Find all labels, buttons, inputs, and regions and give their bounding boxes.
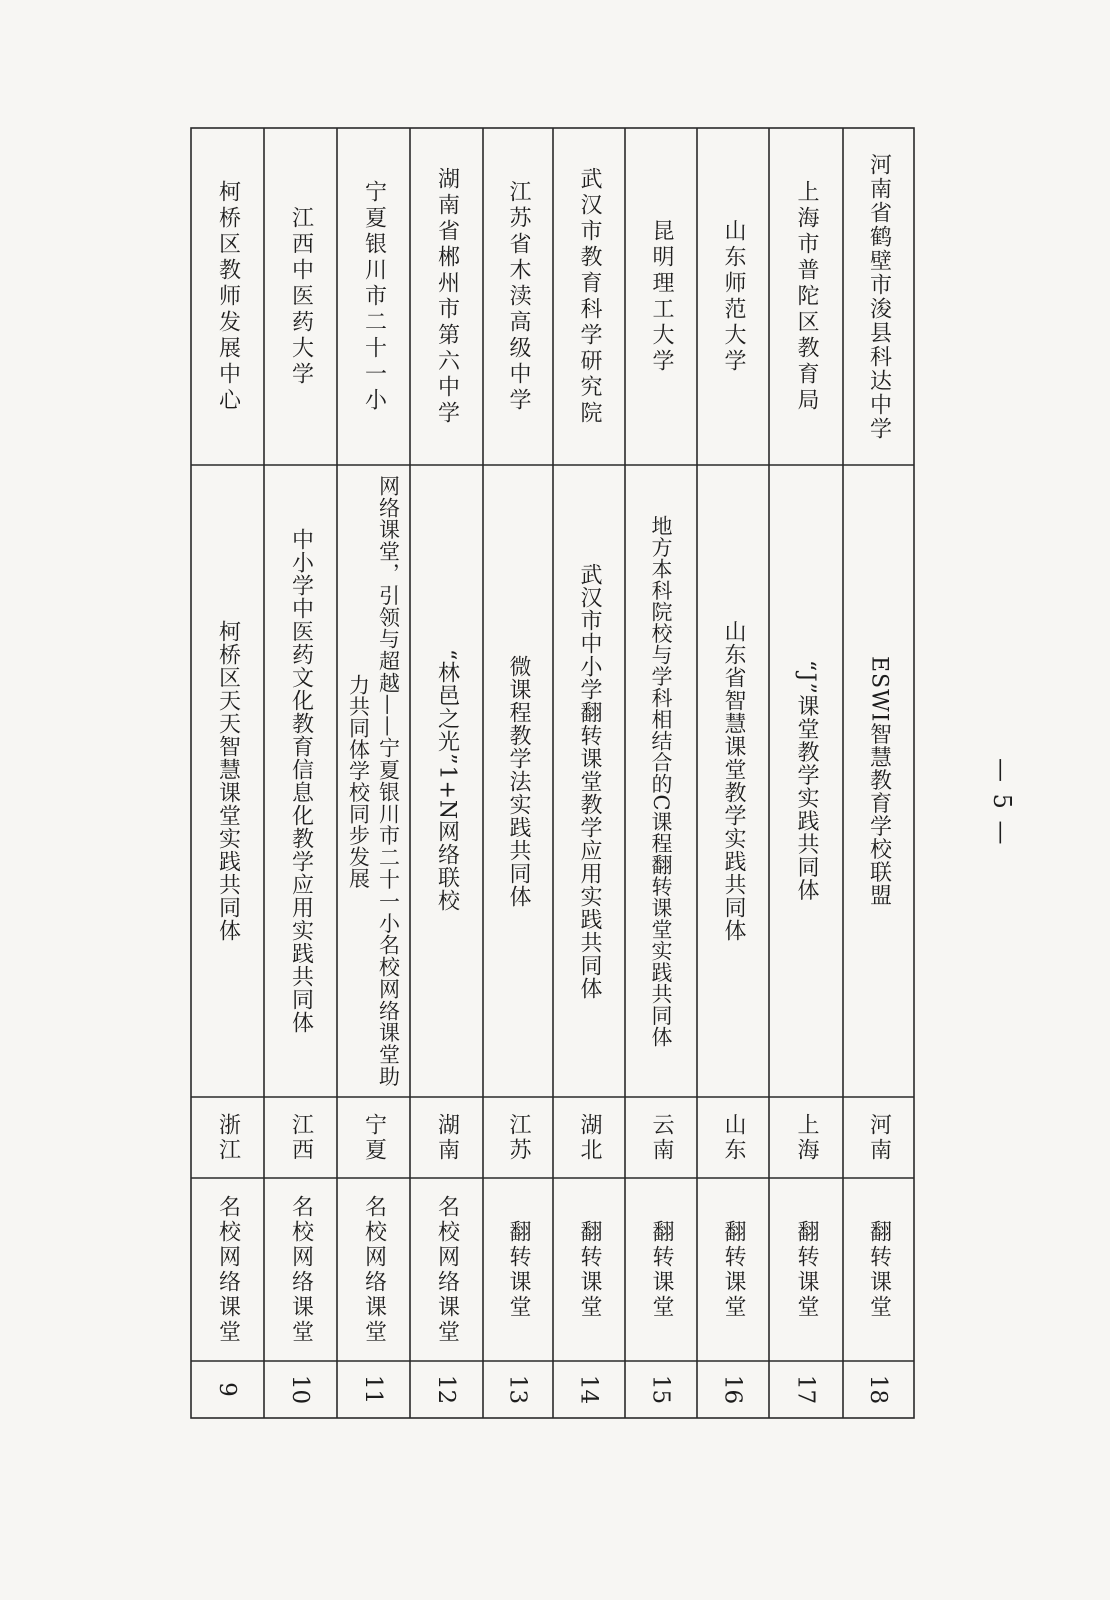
unit-cell: 武汉市教育科学研究院: [577, 166, 602, 427]
project-cell: 网络课堂，引领与超越——宁夏银川市二十一小名校网络课堂助力共同体学校同步发展: [346, 475, 401, 1087]
row-number: 10: [287, 1374, 314, 1405]
project-cell: 地方本科院校与学科相结合的C课程翻转课堂实践共同体: [649, 514, 673, 1048]
unit-cell: 上海市普陀区教育局: [794, 179, 819, 414]
region-cell: 湖北: [577, 1112, 602, 1163]
unit-cell: 江西中医药大学: [288, 205, 314, 388]
region-cell: 山东: [721, 1112, 746, 1163]
project-cell: 山东省智慧课堂教学实践共同体: [721, 620, 746, 942]
row-number: 11: [360, 1374, 387, 1405]
category-cell: 名校网络课堂: [288, 1194, 314, 1345]
row-number: 14: [576, 1374, 602, 1405]
row-number: 12: [433, 1374, 460, 1405]
region-cell: 湖南: [434, 1112, 460, 1163]
category-cell: 翻转课堂: [649, 1219, 674, 1320]
unit-cell: 河南省鹤壁市浚县科达中学: [866, 152, 892, 441]
project-cell: 武汉市中小学翻转课堂教学应用实践共同体: [577, 562, 602, 1000]
row-number: 9: [214, 1382, 241, 1397]
category-cell: 翻转课堂: [794, 1219, 819, 1320]
category-cell: 名校网络课堂: [361, 1194, 387, 1345]
region-cell: 浙江: [215, 1112, 241, 1163]
row-number: 16: [720, 1374, 746, 1405]
region-cell: 江西: [288, 1112, 314, 1163]
category-cell: 翻转课堂: [721, 1219, 746, 1320]
unit-cell: 湖南省郴州市第六中学: [434, 166, 460, 427]
unit-cell: 昆明理工大学: [649, 218, 674, 375]
category-cell: 翻转课堂: [577, 1219, 602, 1320]
category-cell: 名校网络课堂: [215, 1194, 241, 1345]
category-cell: 翻转课堂: [506, 1219, 531, 1320]
project-cell: 柯桥区天天智慧课堂实践共同体: [215, 620, 241, 942]
project-cell: 微课程教学法实践共同体: [506, 654, 531, 908]
project-cell: “J”课堂教学实践共同体: [794, 660, 819, 902]
row-number: 17: [793, 1374, 819, 1405]
row-number: 13: [505, 1374, 531, 1405]
unit-cell: 山东师范大学: [721, 218, 746, 375]
project-cell: ESWI智慧教育学校联盟: [866, 655, 892, 907]
category-cell: 名校网络课堂: [434, 1194, 460, 1345]
project-cell: “林邑之光”1+N网络联校: [434, 649, 460, 913]
region-cell: 云南: [649, 1112, 674, 1163]
row-number: 18: [865, 1374, 892, 1405]
region-cell: 宁夏: [361, 1112, 387, 1163]
project-cell: 中小学中医药文化教育信息化教学应用实践共同体: [288, 528, 314, 1034]
region-cell: 河南: [866, 1112, 892, 1163]
unit-cell: 柯桥区教师发展中心: [215, 179, 241, 414]
region-cell: 上海: [794, 1112, 819, 1163]
region-cell: 江苏: [506, 1112, 531, 1163]
unit-cell: 宁夏银川市二十一小: [361, 179, 387, 414]
unit-cell: 江苏省木渎高级中学: [506, 179, 531, 414]
row-number: 15: [648, 1374, 674, 1405]
category-cell: 翻转课堂: [866, 1219, 892, 1320]
page-number: — 5 —: [988, 757, 1016, 847]
